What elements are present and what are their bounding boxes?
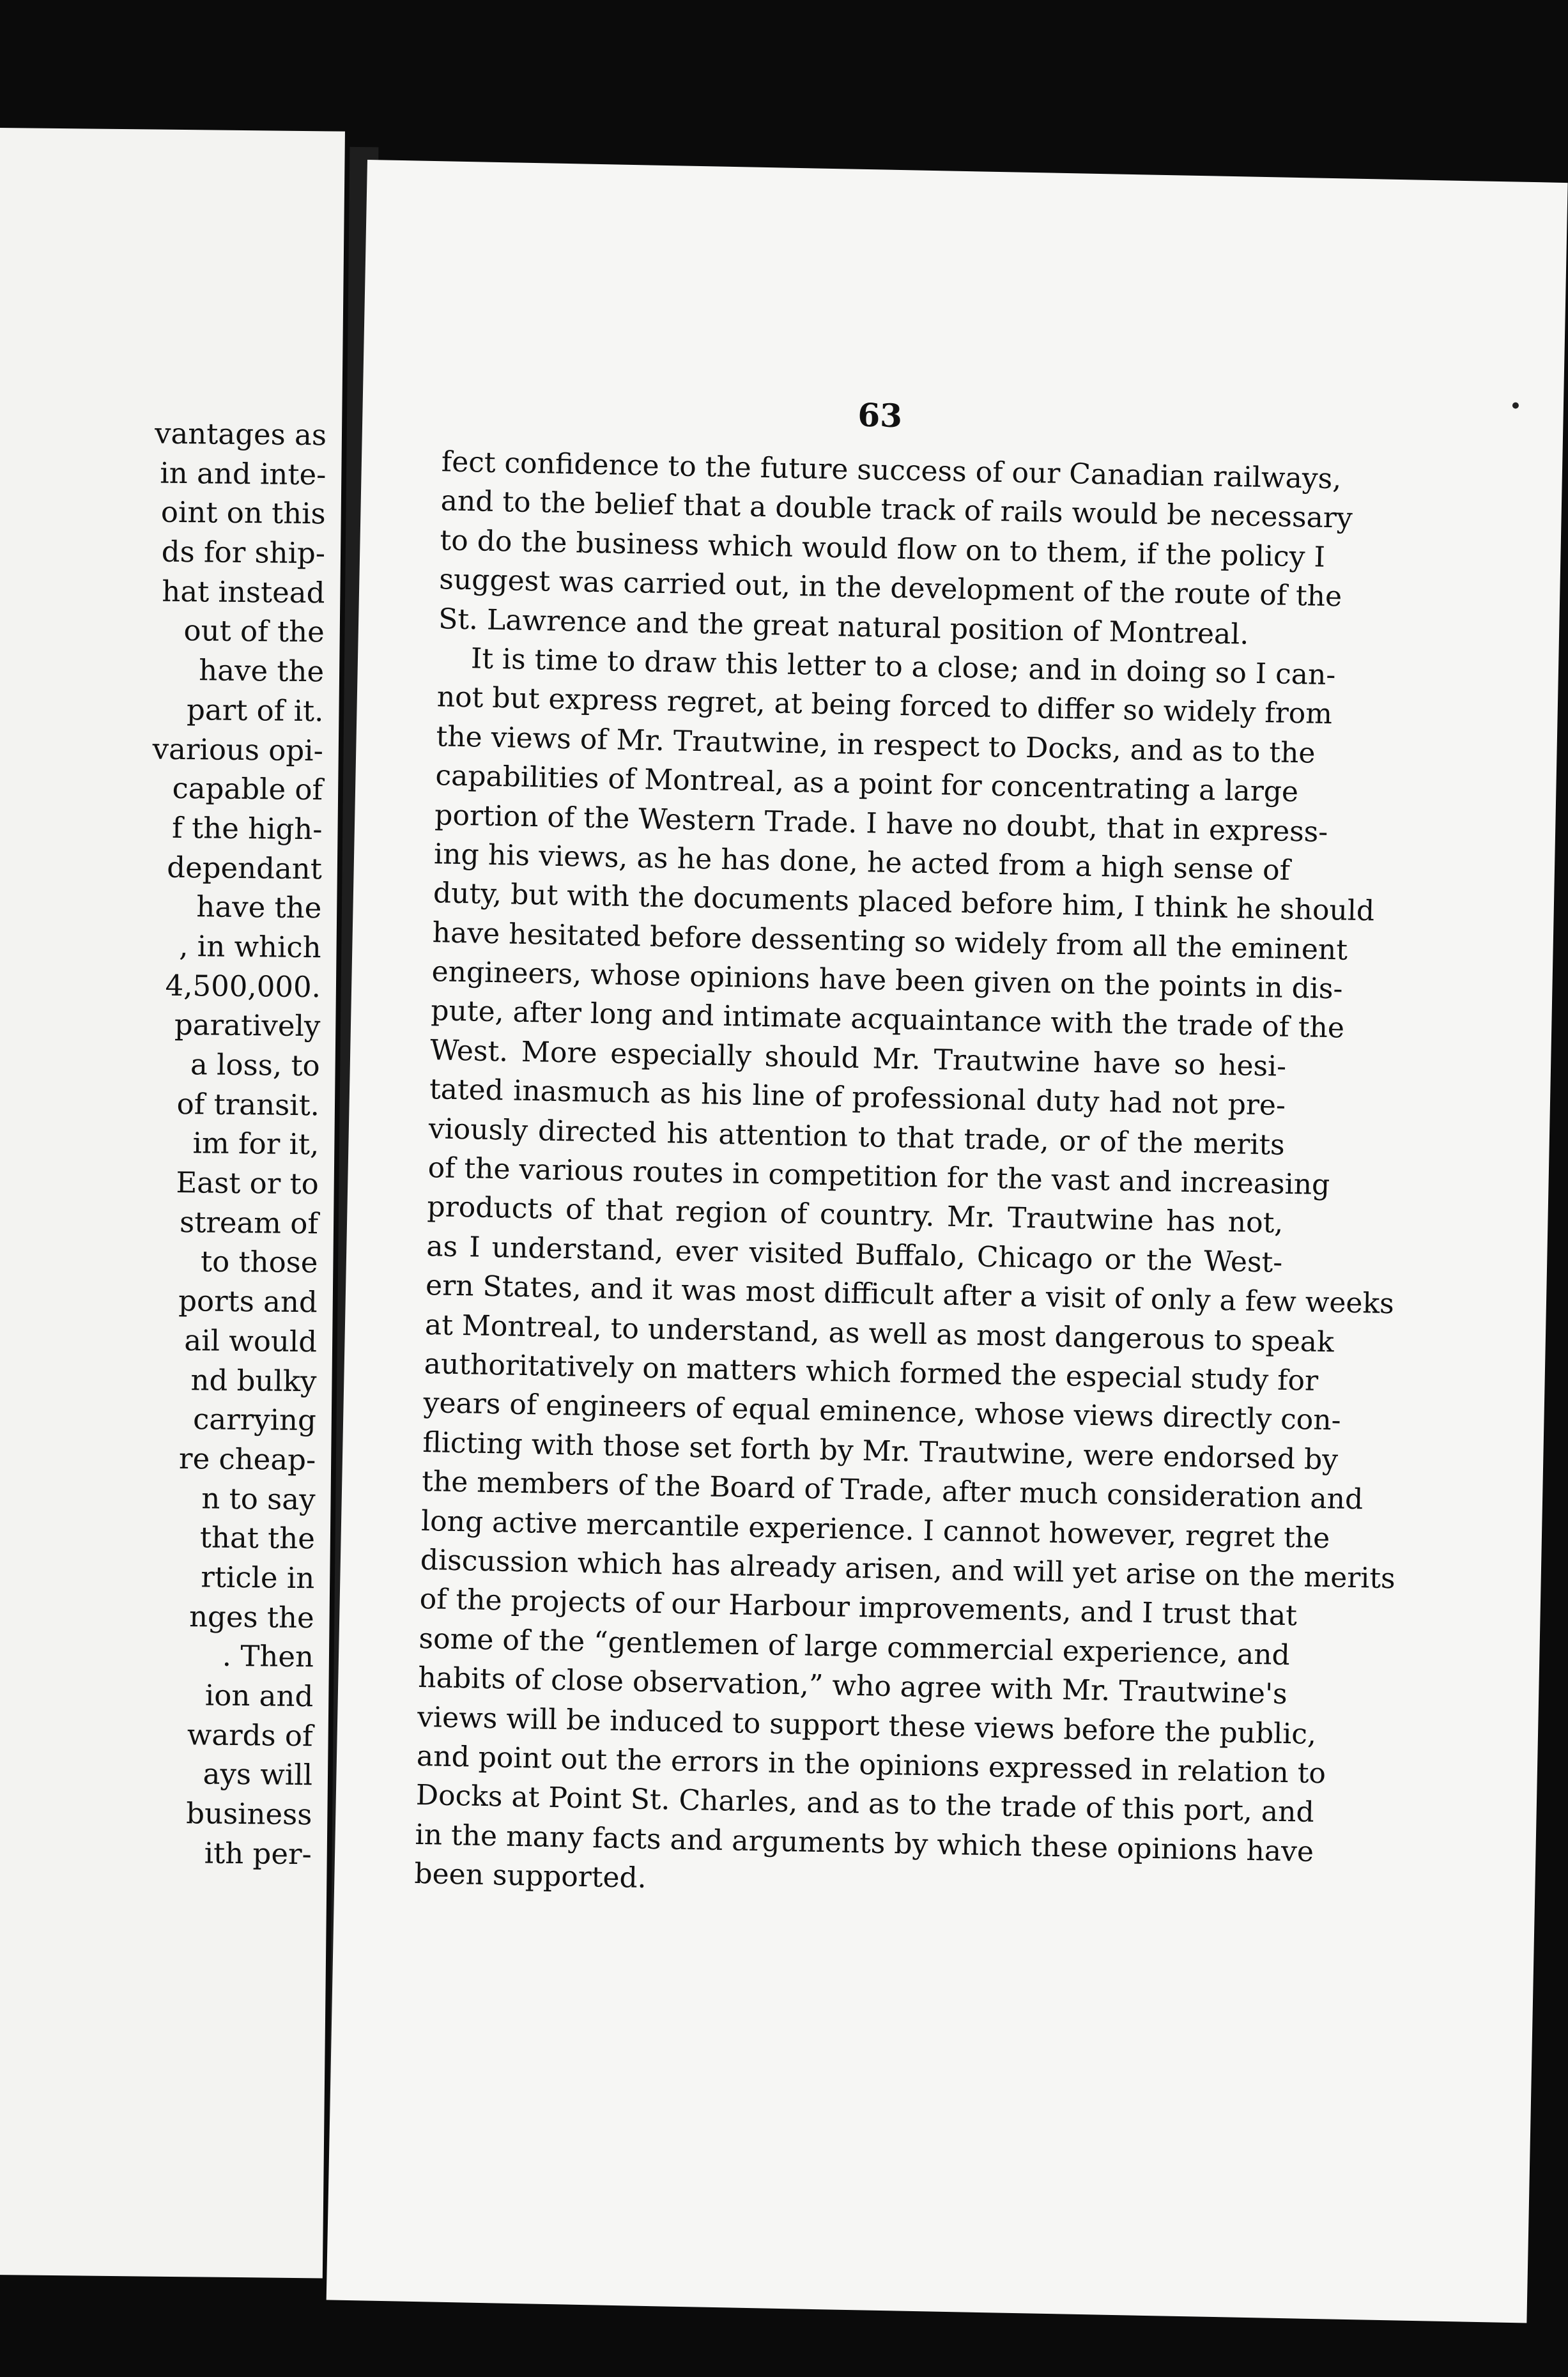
text-line: the members of the Board of Trade, after much consideration and (421, 1465, 1364, 1516)
left-page-line: capable of (172, 771, 323, 807)
left-page-line: business (186, 1796, 312, 1832)
text-line: to do the business which would flow on to them, if the policy I (440, 524, 1326, 574)
page-speck (1512, 402, 1519, 408)
left-page-line: stream of (179, 1204, 319, 1241)
text-line: of the projects of our Harbour improvements, and I trust that (419, 1583, 1298, 1633)
text-line: as I understand, ever visited Buffalo, Chicago or the West- (426, 1229, 1283, 1279)
left-page-line: to those (200, 1244, 318, 1280)
text-line: suggest was carried out, in the development of the route of the (438, 563, 1342, 613)
text-line: portion of the Western Trade. I have no doubt, that in express- (434, 798, 1328, 849)
left-page (0, 128, 345, 2278)
text-line: long active mercantile experience. I cannot however, regret the (420, 1504, 1330, 1555)
text-line: products of that region of country. Mr. Trautwine has not, (427, 1190, 1284, 1240)
text-line: the views of Mr. Trautwine, in respect to Docks, and as to the (436, 719, 1316, 770)
text-line: habits of close observation,” who agree with Mr. Trautwine's (417, 1661, 1288, 1711)
left-page-line: wards of (187, 1717, 313, 1753)
left-page-line: out of the (183, 613, 325, 649)
text-line: pute, after long and intimate acquaintance with the trade of the (430, 994, 1345, 1045)
left-page-line: part of it. (186, 692, 324, 728)
text-line: not but express regret, at being forced to differ so widely from (436, 681, 1333, 731)
left-page-line: carrying (192, 1402, 317, 1438)
text-line: capabilities of Montreal, as a point for concentrating a large (435, 759, 1299, 809)
left-page-line: oint on this (160, 495, 326, 531)
left-page-line: East or to (176, 1165, 319, 1201)
left-page-line: f the high- (171, 810, 323, 847)
text-line: engineers, whose opinions have been given on the points in dis- (431, 955, 1343, 1006)
left-page-line: 4,500,000. (165, 968, 321, 1004)
left-page-line: have the (198, 653, 325, 689)
left-page-line: nd bulky (190, 1362, 317, 1398)
left-page-line: a loss, to (190, 1047, 320, 1083)
text-line: ern States, and it was most difficult after a visit of only a few weeks (425, 1269, 1395, 1321)
text-line: discussion which has already arisen, and will yet arise on the merits (420, 1543, 1396, 1596)
left-page-line: in and inte- (160, 456, 327, 492)
left-page-text (119, 413, 327, 1873)
text-line: in the many facts and arguments by which these opinions have (415, 1818, 1314, 1868)
text-line: authoritatively on matters which formed the especial study for (424, 1348, 1319, 1397)
left-page-line: re cheap- (178, 1441, 316, 1477)
text-line: years of engineers of equal eminence, whose views directly con- (423, 1387, 1341, 1437)
text-line: at Montreal, to understand, as well as most dangerous to speak (424, 1308, 1335, 1358)
left-page-line: of transit. (176, 1086, 320, 1123)
left-page-line: ays will (203, 1757, 313, 1792)
left-page-line: n to say (201, 1481, 316, 1516)
left-page-line: nges the (188, 1599, 314, 1635)
left-page-line: dependant (167, 850, 323, 886)
text-line: flicting with those set forth by Mr. Trautwine, were endorsed by (422, 1426, 1339, 1477)
text-line: viously directed his attention to that trade, or of the merits (428, 1112, 1286, 1162)
text-line: tated inasmuch as his line of professional duty had not pre- (429, 1073, 1286, 1123)
left-page-line: various opi- (152, 732, 324, 767)
text-line: fect confidence to the future success of our Canadian railways, (441, 445, 1342, 496)
text-line: ing his views, as he has done, he acted from a high sense of (433, 838, 1291, 887)
text-line: and point out the errors in the opinions expressed in relation to (416, 1739, 1326, 1790)
right-page (327, 160, 1568, 2323)
left-page-line: paratively (174, 1008, 321, 1043)
left-page-line: . Then (222, 1639, 314, 1674)
left-page-line: , in which (178, 928, 321, 965)
page-number: 63 (857, 396, 903, 435)
text-line: It is time to draw this letter to a close; and in doing so I can- (470, 642, 1336, 692)
text-line: Docks at Point St. Charles, and as to the trade of this port, and (415, 1779, 1315, 1829)
text-line: have hesitated before dessenting so widely from all the eminent (432, 916, 1348, 967)
text-line: duty, but with the documents placed before him, I think he should (433, 877, 1375, 928)
left-page-line: hat instead (162, 574, 325, 610)
left-page-line: ail would (184, 1323, 318, 1359)
text-line: and to the belief that a double track of rails would be necessary (440, 484, 1353, 535)
left-page-line: vantages as (154, 416, 327, 452)
left-page-line: rticle in (201, 1560, 315, 1596)
body-text (414, 442, 1396, 1910)
text-line: been supported. (414, 1857, 647, 1895)
left-page-line: ion and (204, 1678, 314, 1714)
left-page-line: ds for ship- (161, 534, 326, 571)
left-page-line: that the (199, 1520, 316, 1556)
left-page-line: have the (196, 889, 322, 925)
text-line: views will be induced to support these views before the public, (417, 1700, 1317, 1751)
text-line: West. More especially should Mr. Trautwine have so hesi- (429, 1034, 1287, 1083)
text-line: of the various routes in competition for the vast and increasing (427, 1151, 1330, 1202)
text-line: some of the “gentlemen of large commercial experience, and (419, 1622, 1291, 1672)
text-line: St. Lawrence and the great natural position of Montreal. (438, 602, 1249, 651)
left-page-line: ports and (178, 1284, 318, 1319)
left-page-line: ith per- (204, 1836, 312, 1872)
left-page-line: im for it, (192, 1126, 319, 1162)
